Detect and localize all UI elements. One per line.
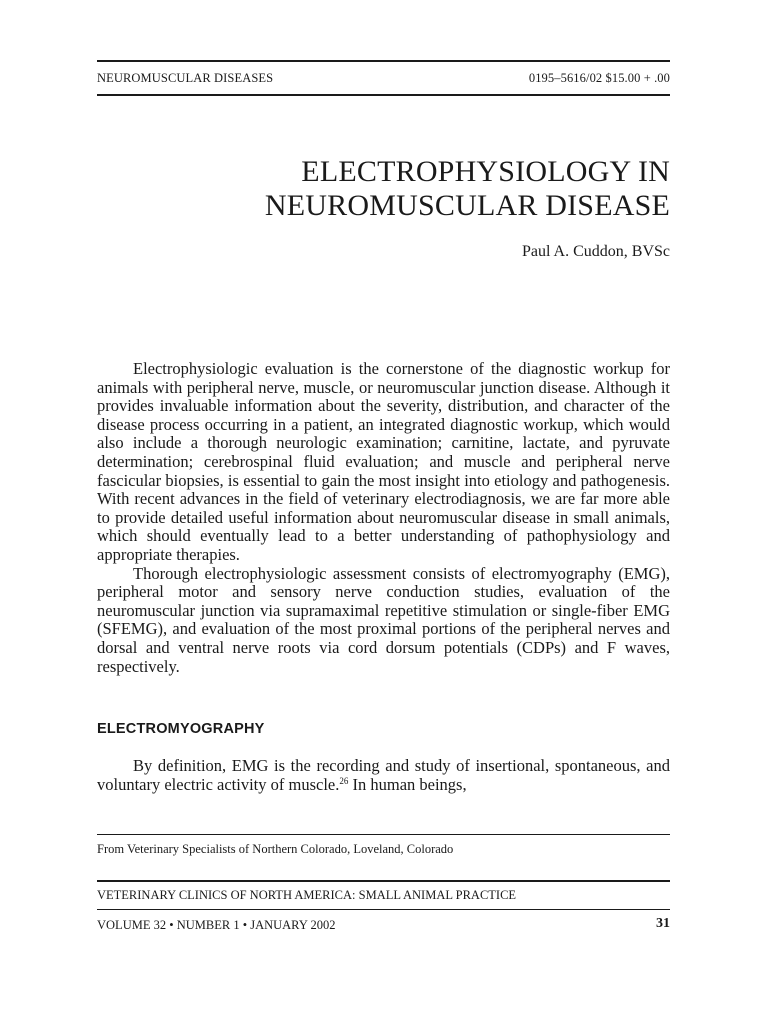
running-header-section: NEUROMUSCULAR DISEASES <box>97 71 274 85</box>
header-bottom-rule <box>97 94 670 96</box>
footer-journal-rule <box>97 880 670 882</box>
affiliation-rule <box>97 834 670 835</box>
section-body <box>97 757 670 794</box>
body-paragraph-1: Electrophysiologic evaluation is the cornerstone of the diagnostic workup for animals with peripheral nerve, muscle, or neuromuscular junction disease. Although it provides invaluable information about the severity, distribution, and character of the disease process occurring in a patient, an integrated diagnostic workup, which would also include a thorough neurologic examination; carnitine, lactate, and pyruvate determination; cerebrospinal fluid evaluation; and muscle and peripheral nerve fascicular biopsies, is essential to gain the most insight into etiology and pathogenesis. With recent advances in the field of veterinary electrodiagnosis, we are far more able to provide detailed useful information about neuromuscular disease in small animals, which should eventually lead to a better understanding of pathophysiology and appropriate therapies. <box>97 359 670 564</box>
paragraph-3-continuation: In human beings, <box>348 774 467 794</box>
page-number: 31 <box>656 916 670 931</box>
body-paragraph-2: Thorough electrophysiologic assessment consists of electromyography (EMG), peripheral motor and sensory nerve conduction studies, evaluation of the neuromuscular junction via supramaximal repetitive stimulation or single-fiber EMG (SFEMG), and evaluation of the most proximal portions of the peripheral nerves and dorsal and ventral nerve roots via cord dorsum potentials (CDPs) and F waves, respectively. <box>97 563 670 676</box>
author-byline: Paul A. Cuddon, BVSc <box>521 243 670 260</box>
section-heading-electromyography: ELECTROMYOGRAPHY <box>97 721 265 737</box>
article-title-line-2: NEUROMUSCULAR DISEASE <box>264 189 670 222</box>
citation-superscript: 26 <box>339 775 349 786</box>
article-title <box>265 155 670 223</box>
article-title-line-1: ELECTROPHYSIOLOGY IN <box>301 155 670 188</box>
header-top-rule <box>97 60 670 62</box>
article-body <box>97 360 670 676</box>
running-header-code: 0195–5616/02 $15.00 + .00 <box>528 71 670 85</box>
footer-issue-rule <box>97 909 670 910</box>
issue-info: VOLUME 32 • NUMBER 1 • JANUARY 2002 <box>97 918 336 932</box>
author-affiliation: From Veterinary Specialists of Northern Colorado, Loveland, Colorado <box>97 842 454 856</box>
body-paragraph-3 <box>97 757 670 794</box>
journal-name: VETERINARY CLINICS OF NORTH AMERICA: SMALL ANIMAL PRACTICE <box>97 888 517 902</box>
paragraph-3-text: By definition, EMG is the recording and study of insertional, spontaneous, and voluntary electric activity of muscle. <box>97 756 670 794</box>
